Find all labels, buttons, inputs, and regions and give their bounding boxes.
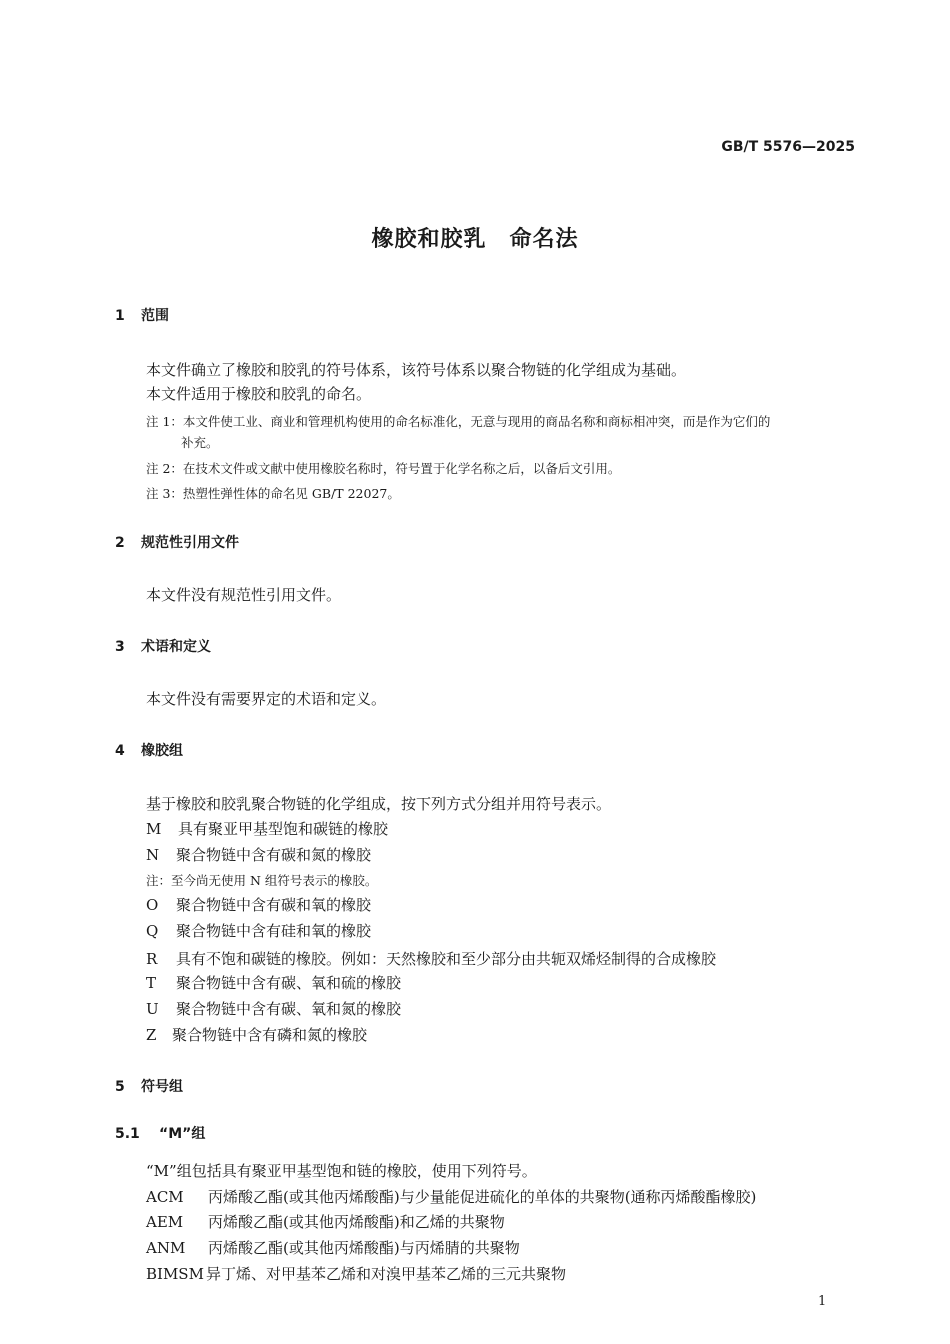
symbol-code: ACM [146,1188,184,1206]
terms-paragraph: 本文件没有需要界定的术语和定义。 [146,690,387,708]
symbol-item [146,1237,520,1258]
group-code: Z [146,1026,157,1044]
note-1-line-1: 注 1：本文件使工业、商业和管理机构使用的命名标准化，无意与现用的商品名称和商标相冲突，而是作为它们的 [146,414,771,429]
section-5-heading [115,1076,183,1096]
group-note: 注：至今尚无使用 N 组符号表示的橡胶。 [146,873,378,888]
symbol-code: AEM [146,1213,184,1231]
group-code: R [146,950,158,968]
section-number: 3 [115,639,125,655]
section-number: 4 [115,743,125,759]
symbol-code: ANM [146,1239,186,1257]
group-description: 聚合物链中含有碳、氧和氮的橡胶 [176,1000,402,1018]
symbol-item [146,1211,505,1232]
group-item [146,998,401,1019]
rubber-groups-intro: 基于橡胶和胶乳聚合物链的化学组成，按下列方式分组并用符号表示。 [146,795,612,813]
page-number: 1 [818,1294,827,1309]
section-title: 符号组 [141,1079,183,1095]
group-description: 聚合物链中含有碳、氧和硫的橡胶 [176,974,402,992]
symbol-item [146,1186,756,1207]
scope-paragraph-1: 本文件确立了橡胶和胶乳的符号体系，该符号体系以聚合物链的化学组成为基础。 [146,361,687,379]
note-1-line-2: 补充。 [181,435,219,450]
section-1-heading [115,305,169,325]
symbol-description: 丙烯酸乙酯(或其他丙烯酸酯)与少量能促进硫化的单体的共聚物(通称丙烯酸酯橡胶) [208,1188,757,1206]
section-2-heading [115,532,239,552]
group-item [146,972,401,993]
group-description: 具有不饱和碳链的橡胶。例如：天然橡胶和至少部分由共轭双烯烃制得的合成橡胶 [176,950,717,968]
standard-number: GB/T 5576—2025 [721,139,855,155]
section-number: 2 [115,535,125,551]
group-item [146,894,371,915]
group-code: M [146,820,162,838]
scope-paragraph-2: 本文件适用于橡胶和胶乳的命名。 [146,385,372,403]
subsection-number: 5.1 [115,1126,140,1142]
section-title: 术语和定义 [141,639,211,655]
section-title: 范围 [141,308,169,324]
normative-references-paragraph: 本文件没有规范性引用文件。 [146,586,342,604]
section-title: 规范性引用文件 [141,535,239,551]
group-description: 具有聚亚甲基型饱和碳链的橡胶 [178,820,389,838]
group-item [146,818,388,839]
group-item [146,948,716,969]
symbol-description: 丙烯酸乙酯(或其他丙烯酸酯)和乙烯的共聚物 [208,1213,505,1231]
group-item [146,844,371,865]
group-description: 聚合物链中含有碳和氧的橡胶 [176,896,372,914]
symbol-item [146,1263,566,1284]
section-4-heading [115,740,183,760]
section-title: 橡胶组 [141,743,183,759]
note-2: 注 2：在技术文件或文献中使用橡胶名称时，符号置于化学名称之后，以备后文引用。 [146,461,621,476]
group-code: Q [146,922,159,940]
m-group-intro: “M”组包括具有聚亚甲基型饱和链的橡胶，使用下列符号。 [146,1162,537,1180]
group-description: 聚合物链中含有碳和氮的橡胶 [176,846,372,864]
subsection-title: “M”组 [159,1126,206,1142]
subsection-5-1-heading [115,1123,205,1143]
group-code: T [146,974,157,992]
group-code: U [146,1000,159,1018]
group-item [146,920,371,941]
symbol-description: 异丁烯、对甲基苯乙烯和对溴甲基苯乙烯的三元共聚物 [206,1265,567,1283]
section-3-heading [115,636,211,656]
section-number: 1 [115,308,125,324]
group-item [146,1024,367,1045]
group-description: 聚合物链中含有硅和氧的橡胶 [176,922,372,940]
symbol-description: 丙烯酸乙酯(或其他丙烯酸酯)与丙烯腈的共聚物 [208,1239,520,1257]
group-code: O [146,896,159,914]
group-description: 聚合物链中含有磷和氮的橡胶 [172,1026,368,1044]
document-title: 橡胶和胶乳 命名法 [371,227,579,252]
group-code: N [146,846,160,864]
section-number: 5 [115,1079,125,1095]
symbol-code: BIMSM [146,1265,204,1283]
note-3: 注 3：热塑性弹性体的命名见 GB/T 22027。 [146,486,400,501]
